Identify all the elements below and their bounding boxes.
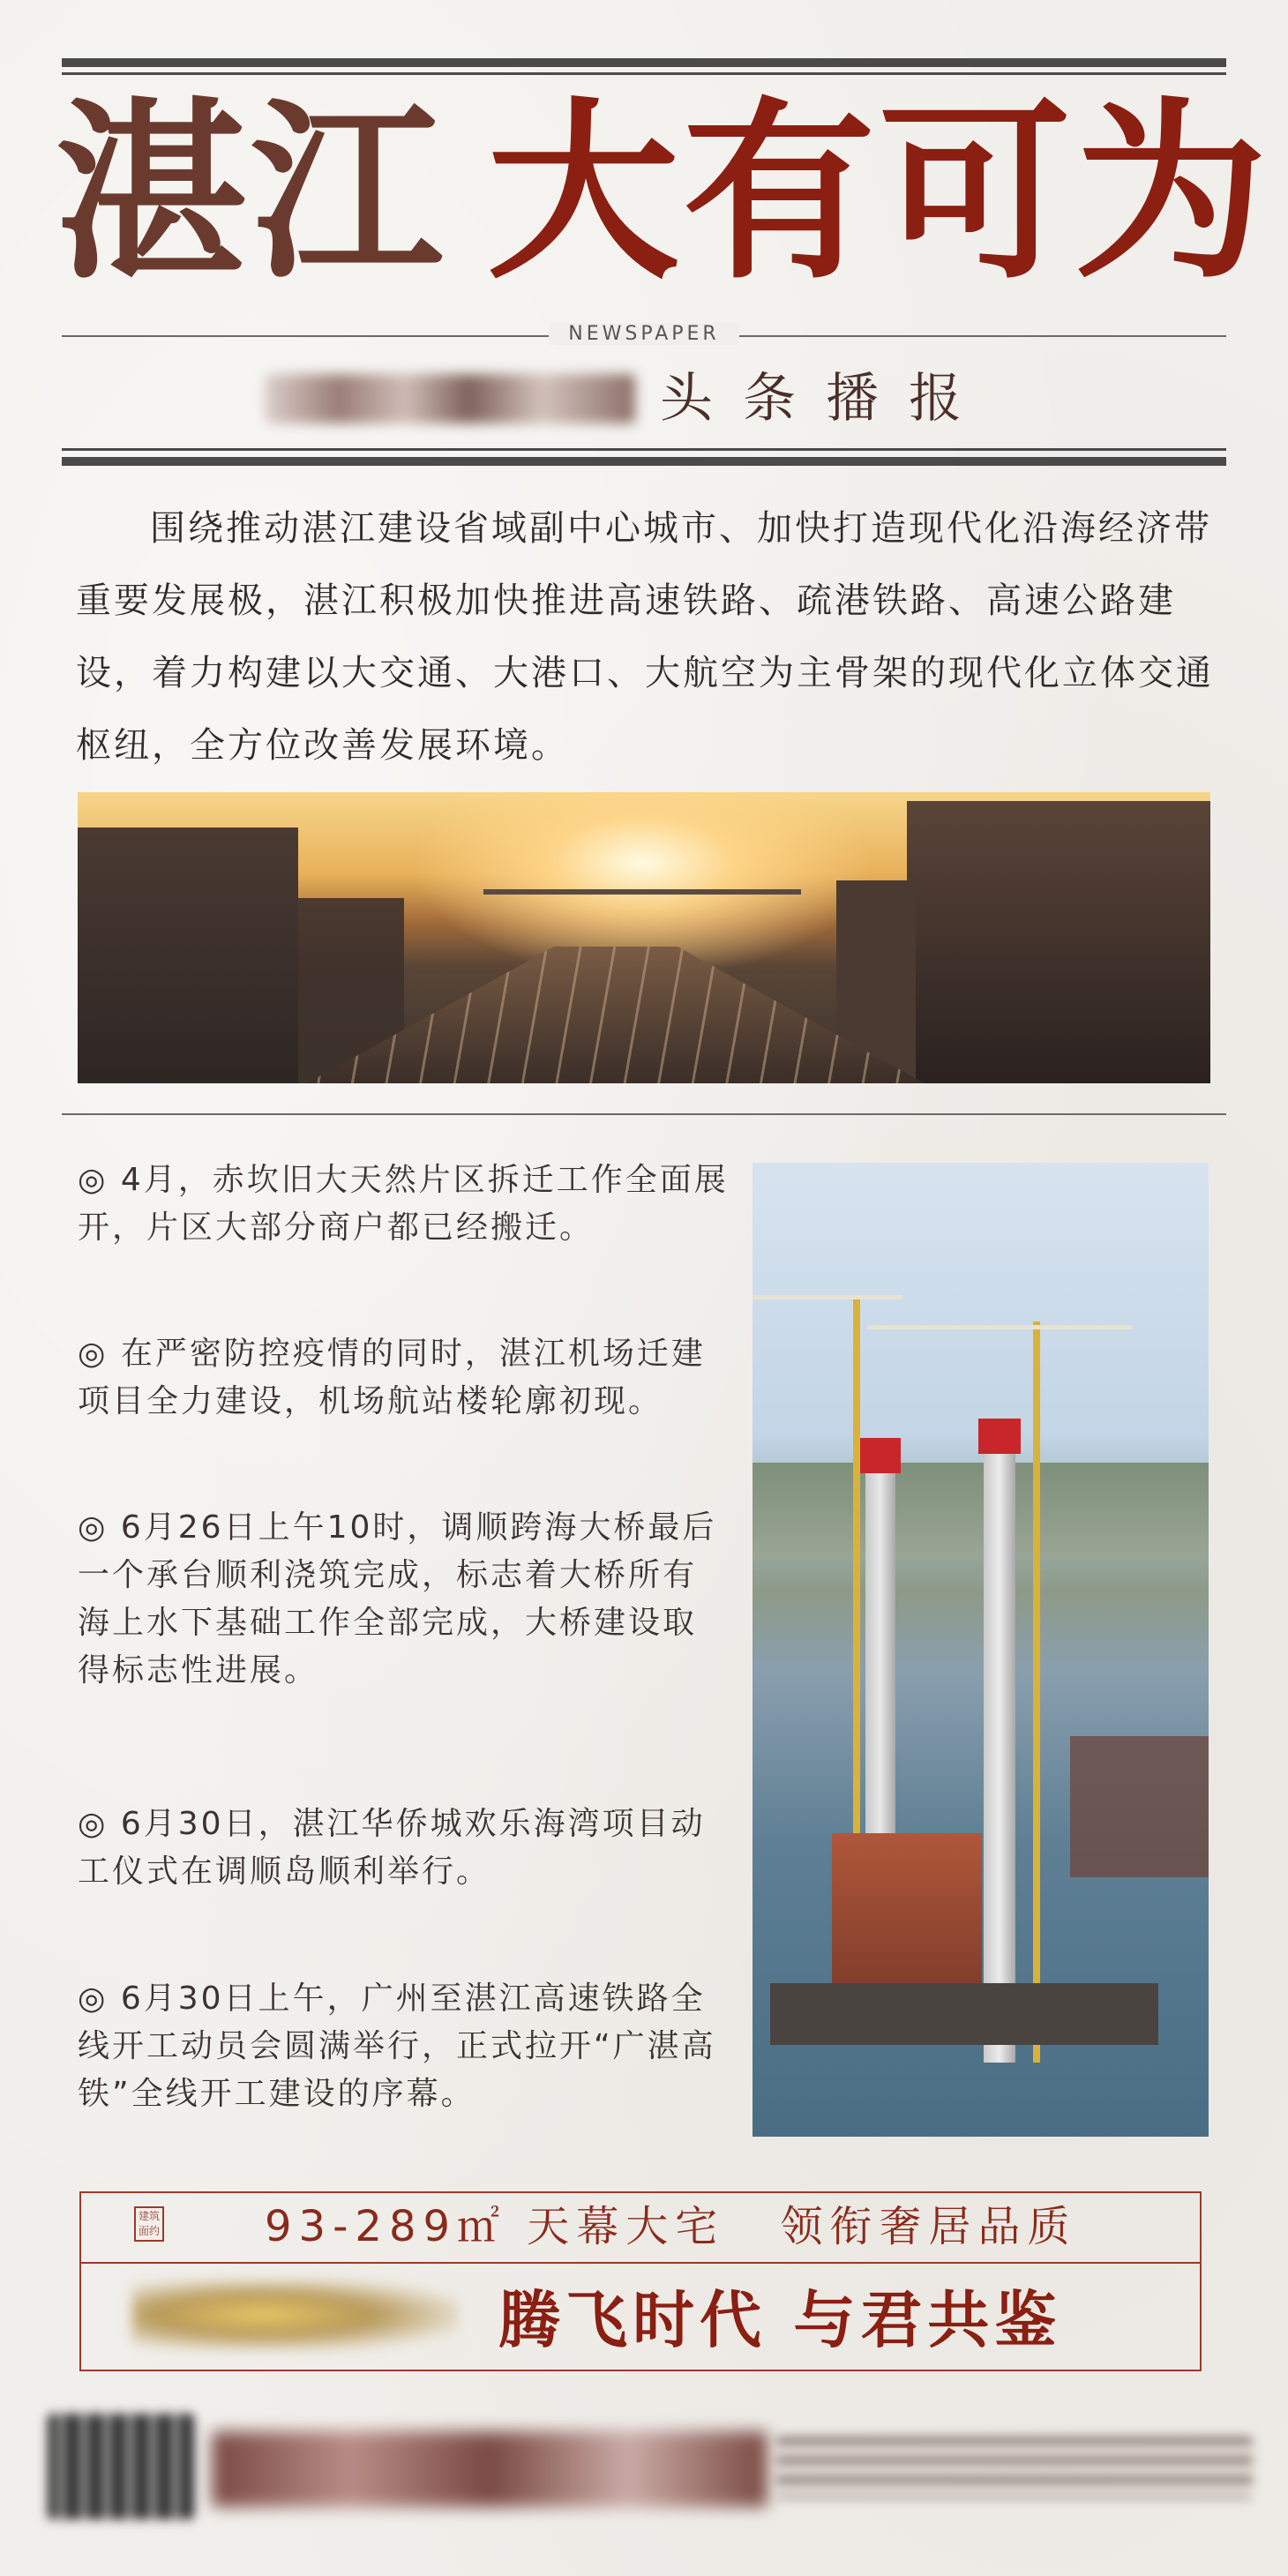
masthead-title-right: 大有可为: [487, 82, 1270, 305]
crane-jib-right: [867, 1325, 1132, 1329]
news-item-3: ◎ 6月26日上午10时，调顺跨海大桥最后一个承台顺利浇筑完成，标志着大桥所有海上水下基础工作全部完成，大桥建设取得标志性进展。: [78, 1509, 717, 1689]
masthead-rule-thick: [62, 457, 1226, 466]
banner-slogan: 腾飞时代 与君共鉴: [498, 2284, 1062, 2356]
land-strip: [753, 1463, 1209, 1560]
left-buildings: [78, 827, 298, 1083]
seal-stamp: 建筑面约: [134, 2206, 164, 2242]
railway-sunset-photo: [78, 792, 1210, 1083]
news-item-1: ◎ 4月，赤坎旧大天然片区拆迁工作全面展开，片区大部分商户都已经搬迁。: [78, 1162, 729, 1246]
banner-divider: [81, 2262, 1200, 2264]
banner-tagline: 领衔奢居品质: [780, 2202, 1077, 2251]
blurred-brand-logo: [265, 374, 635, 423]
news-item-4: ◎ 6月30日，湛江华侨城欢乐海湾项目动工仪式在调顺岛顺利举行。: [78, 1806, 706, 1890]
gantry: [483, 889, 801, 895]
intro-paragraph: 围绕推动湛江建设省域副中心城市、加快打造现代化沿海经济带重要发展极，湛江积极加快推进高速铁路、疏港铁路、高速公路建设，着力构建以大交通、大港口、大航空为主骨架的现代化立体交通枢纽，全方位改善发展环境。: [76, 508, 1214, 766]
blurred-phone-number: [212, 2431, 768, 2507]
top-rule-thin: [62, 72, 1226, 75]
blurred-address: [776, 2437, 1253, 2498]
tower-right-cap: [978, 1419, 1021, 1454]
barge-base: [770, 1983, 1158, 2045]
masthead-title-left: 湛江: [55, 82, 446, 305]
news-item-5: ◎ 6月30日上午，广州至湛江高速铁路全线开工动员会圆满举行，正式拉开“广湛高铁”全线开工建设的序幕。: [78, 1981, 716, 2112]
right-pier: [1070, 1736, 1209, 1877]
banner-tagline-row: [265, 2198, 1077, 2255]
masthead-rule-thin: [62, 448, 1226, 451]
right-buildings: [907, 801, 1210, 1083]
crane-jib-left: [753, 1295, 902, 1299]
tower-left-cap: [860, 1438, 901, 1473]
crane-mast-right: [1033, 1322, 1040, 2063]
bridge-construction-photo: [753, 1163, 1209, 2137]
banner-area: 93-289㎡ 天幕大宅: [265, 2202, 725, 2251]
headline-tag: 头条播报: [660, 368, 992, 430]
section-divider: [62, 1113, 1226, 1115]
blurred-qr-code: [48, 2414, 194, 2520]
newspaper-label: [0, 323, 1288, 345]
blurred-project-logo: [132, 2280, 459, 2350]
top-rule-thick: [62, 58, 1226, 67]
news-item-2: ◎ 在严密防控疫情的同时，湛江机场迁建项目全力建设，机场航站楼轮廓初现。: [78, 1336, 706, 1419]
newspaper-text: NEWSPAPER: [549, 323, 738, 345]
tower-right: [984, 1427, 1015, 2063]
